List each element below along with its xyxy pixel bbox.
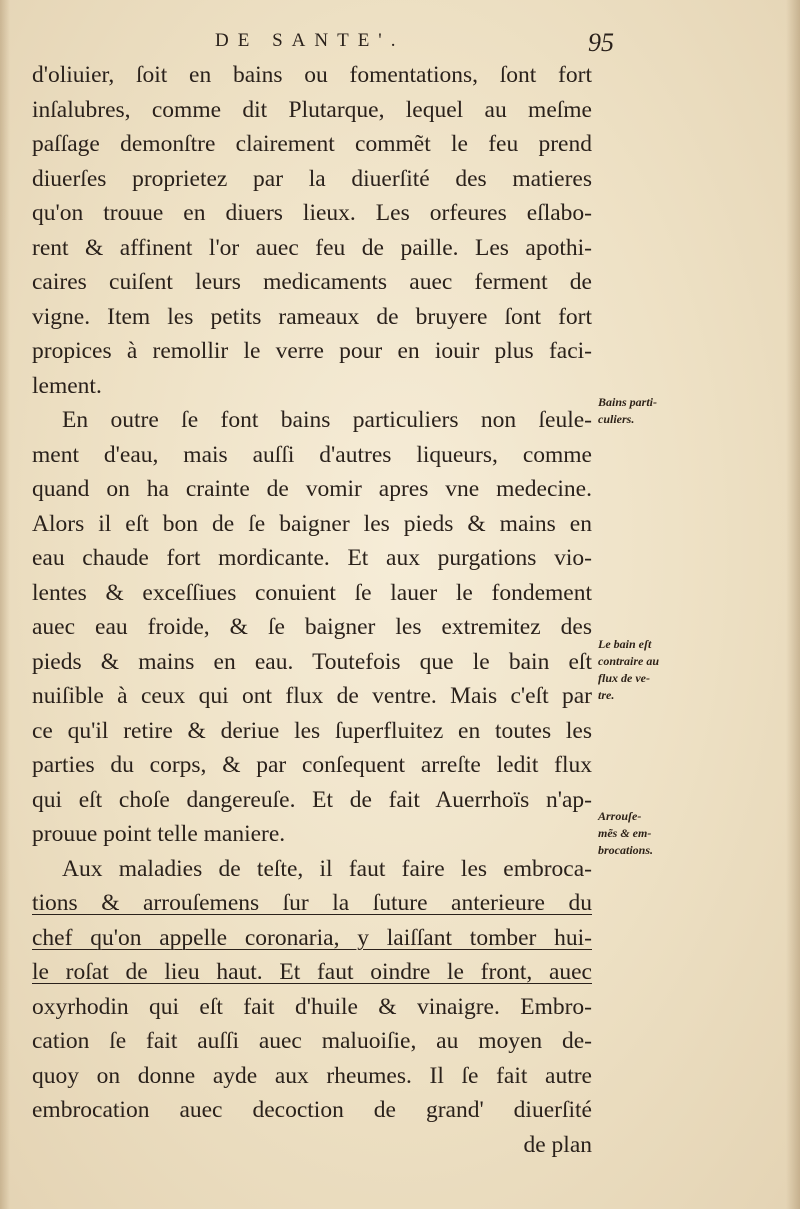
- page-left-edge-shadow: [0, 0, 10, 1209]
- text-line: qui eſt choſe dangereuſe. Et de fait Auerrhoïs n'ap-: [32, 786, 592, 813]
- text-line: cation ſe fait auſſi auec maluoiſie, au moyen de-: [32, 1028, 592, 1054]
- margin-note-line: culiers.: [598, 412, 635, 426]
- underlined-text-line: le roſat de lieu haut. Et faut oindre le front, auec: [32, 959, 592, 985]
- text-line: embrocation auec decoction de grand' diuerſité: [32, 1097, 592, 1123]
- text-line: pieds & mains en eau. Toutefois que le bain eſt: [32, 648, 592, 675]
- text-line: lentes & exceſſiues conuient ſe lauer le fondement: [32, 579, 592, 606]
- text-line: rent & affinent l'or auec feu de paille. Les apothi-: [32, 234, 592, 261]
- body-text: [32, 58, 592, 1162]
- margin-note-line: flux de ve-: [598, 671, 650, 685]
- text-line: ce qu'il retire & deriue les ſuperfluitez en toutes les: [32, 717, 592, 744]
- text-line: ment d'eau, mais auſſi d'autres liqueurs, comme: [32, 441, 592, 468]
- text-line: nuiſible à ceux qui ont flux de ventre. Mais c'eſt par: [32, 683, 592, 709]
- text-line: propices à remollir le verre pour en iouir plus faci-: [32, 338, 592, 364]
- text-line: d'oliuier, ſoit en bains ou fomentations, ſont fort: [32, 62, 592, 88]
- margin-note-line: Bains parti-: [598, 395, 658, 409]
- margin-note-bains-particuliers: [598, 394, 657, 428]
- paragraph-start-line: Aux maladies de teſte, il faut faire les embroca-: [62, 855, 592, 882]
- page-number: 95: [588, 28, 614, 57]
- text-line: vigne. Item les petits rameaux de bruyere ſont fort: [32, 303, 592, 330]
- page-right-edge-shadow: [786, 0, 800, 1209]
- margin-note-arrousemens: [598, 808, 653, 859]
- text-line: auec eau froide, & ſe baigner les extremitez des: [32, 614, 592, 640]
- text-line: lement.: [32, 372, 102, 399]
- underlined-text-line: tions & arrouſemens ſur la ſuture anterieure du: [32, 890, 592, 916]
- margin-note-line: Arrouſe-: [598, 809, 642, 823]
- text-line: qu'on trouue en diuers lieux. Les orfeures eſlabo-: [32, 200, 592, 226]
- text-line: eau chaude fort mordicante. Et aux purgations vio-: [32, 545, 592, 571]
- margin-note-line: mẽs & em-: [598, 826, 652, 840]
- text-line: inſalubres, comme dit Plutarque, lequel au meſme: [32, 96, 592, 123]
- margin-note-bain-contraire: [598, 636, 659, 704]
- text-line: oxyrhodin qui eſt fait d'huile & vinaigre. Embro-: [32, 993, 592, 1020]
- text-line: diuerſes proprietez par la diuerſité des matieres: [32, 165, 592, 192]
- running-head: DE SANTE'.: [215, 30, 405, 51]
- margin-note-line: Le bain eſt: [598, 637, 652, 651]
- catchword: de plan: [523, 1131, 592, 1158]
- text-line: quoy on donne ayde aux rheumes. Il ſe fait autre: [32, 1062, 592, 1089]
- margin-note-line: contraire au: [598, 654, 660, 668]
- underlined-text-line: chef qu'on appelle coronaria, y laiſſant tomber hui-: [32, 924, 592, 951]
- text-line: Alors il eſt bon de ſe baigner les pieds & mains en: [32, 510, 592, 537]
- paragraph-start-line: En outre ſe font bains particuliers non ſeule-: [62, 407, 592, 433]
- margin-note-line: brocations.: [598, 843, 654, 857]
- text-line: caires cuiſent leurs medicaments auec ferment de: [32, 269, 592, 295]
- text-line: paſſage demonſtre clairement commẽt le feu prend: [32, 131, 592, 157]
- text-line: quand on ha crainte de vomir apres vne medecine.: [32, 476, 592, 502]
- text-line: prouue point telle maniere.: [32, 821, 286, 847]
- text-line: parties du corps, & par conſequent arreſte ledit flux: [32, 752, 592, 778]
- margin-note-line: tre.: [598, 688, 615, 702]
